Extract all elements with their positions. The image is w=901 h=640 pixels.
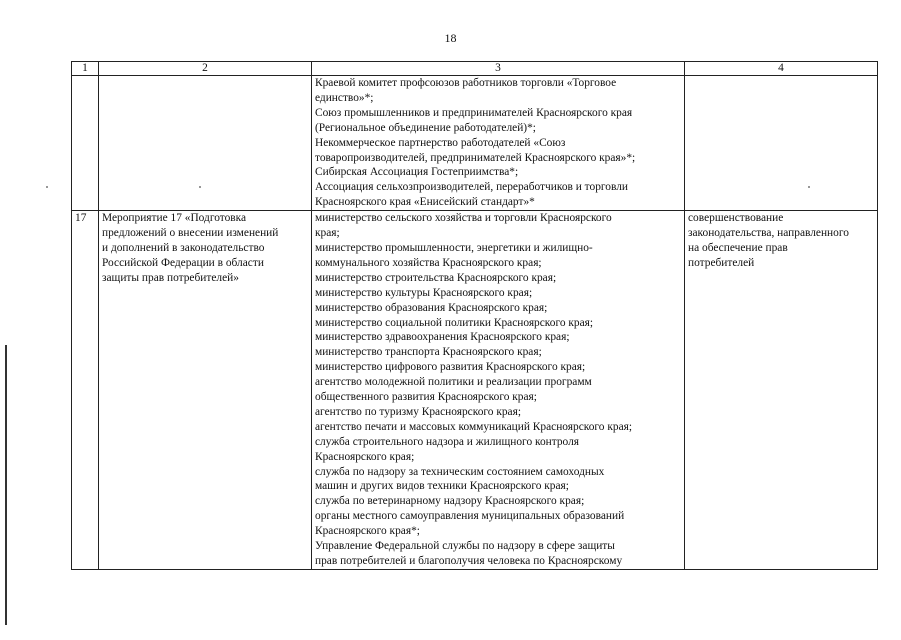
executor-line: министерство образования Красноярского края;	[315, 301, 548, 314]
table-header-row	[72, 62, 878, 76]
scan-margin-line	[5, 345, 7, 625]
executor-line: единство»*;	[315, 91, 374, 104]
result-line: совершенствование	[688, 212, 784, 225]
executor-line: края;	[315, 227, 340, 240]
cont-number-cell	[72, 76, 99, 211]
executor-line: Красноярского края*;	[315, 525, 420, 538]
executor-line: (Региональное объединение работодателей)*;	[315, 121, 536, 134]
header-col-1: 1	[72, 62, 99, 76]
executors-cell	[312, 211, 685, 570]
executor-line: служба по ветеринарному надзору Красноярского края;	[315, 495, 585, 508]
executor-line: Некоммерческое партнерство работодателей «Союз	[315, 136, 566, 149]
executor-line: агентство по туризму Красноярского края;	[315, 405, 522, 418]
measure-line: предложений о внесении изменений	[102, 227, 279, 240]
executor-line: прав потребителей и благополучия человека по Красноярскому	[315, 555, 623, 567]
executor-line: Сибирская Ассоциация Гостеприимства*;	[315, 166, 519, 179]
executor-line: Управление Федеральной службы по надзору в сфере защиты	[315, 540, 615, 553]
scan-speck	[46, 186, 48, 188]
measure-name-cell	[99, 211, 312, 570]
executor-line: агентство молодежной политики и реализации программ	[315, 376, 592, 389]
result-line: потребителей	[688, 256, 755, 269]
measures-table	[71, 61, 878, 570]
result-line: на обеспечение прав	[688, 241, 788, 254]
cont-measure-cell	[99, 76, 312, 211]
executor-line: служба строительного надзора и жилищного контроля	[315, 435, 580, 448]
executor-line: машин и других видов техники Красноярского края;	[315, 480, 569, 493]
table-row-17	[72, 211, 878, 570]
cont-executors-cell	[312, 76, 685, 211]
executor-line: Красноярского края «Енисейский стандарт»*	[315, 196, 535, 209]
executor-line: министерство культуры Красноярского края;	[315, 286, 533, 299]
header-col-4: 4	[685, 62, 878, 76]
executor-line: министерство сельского хозяйства и торговли Красноярского	[315, 212, 612, 225]
header-col-3: 3	[312, 62, 685, 76]
executor-line: министерство цифрового развития Красноярского края;	[315, 361, 586, 374]
executor-line: общественного развития Красноярского края;	[315, 391, 537, 404]
executor-line: министерство строительства Красноярского края;	[315, 271, 557, 284]
page-number: 18	[444, 31, 457, 45]
table-row-continued	[72, 76, 878, 211]
executor-line: министерство промышленности, энергетики и жилищно-	[315, 241, 593, 254]
executor-line: служба по надзору за техническим состоянием самоходных	[315, 465, 605, 478]
scan-speck	[199, 186, 201, 188]
executor-line: министерство транспорта Красноярского края;	[315, 346, 542, 359]
cont-result-cell	[685, 76, 878, 211]
measure-line: Мероприятие 17 «Подготовка	[102, 212, 247, 225]
result-line: законодательства, направленного	[688, 227, 849, 240]
executor-line: агентство печати и массовых коммуникаций Красноярского края;	[315, 420, 633, 433]
measure-line: Российской Федерации в области	[102, 256, 264, 269]
scan-speck	[808, 186, 810, 188]
measure-line: и дополнений в законодательство	[102, 241, 265, 254]
measure-line: защиты прав потребителей»	[102, 271, 239, 284]
executor-line: органы местного самоуправления муниципальных образований	[315, 510, 625, 523]
executor-line: Ассоциация сельхозпроизводителей, переработчиков и торговли	[315, 181, 628, 194]
executor-line: Союз промышленников и предпринимателей Красноярского края	[315, 106, 633, 119]
executor-line: Краевой комитет профсоюзов работников торговли «Торговое	[315, 77, 617, 89]
executor-line: министерство социальной политики Красноярского края;	[315, 316, 594, 329]
row-number: 17	[72, 211, 99, 570]
executor-line: Красноярского края;	[315, 450, 415, 463]
executor-line: министерство здравоохранения Красноярского края;	[315, 331, 570, 344]
executor-line: товаропроизводителей, предпринимателей Красноярского края»*;	[315, 151, 636, 164]
result-cell	[685, 211, 878, 570]
executor-line: коммунального хозяйства Красноярского края;	[315, 256, 542, 269]
header-col-2: 2	[99, 62, 312, 76]
